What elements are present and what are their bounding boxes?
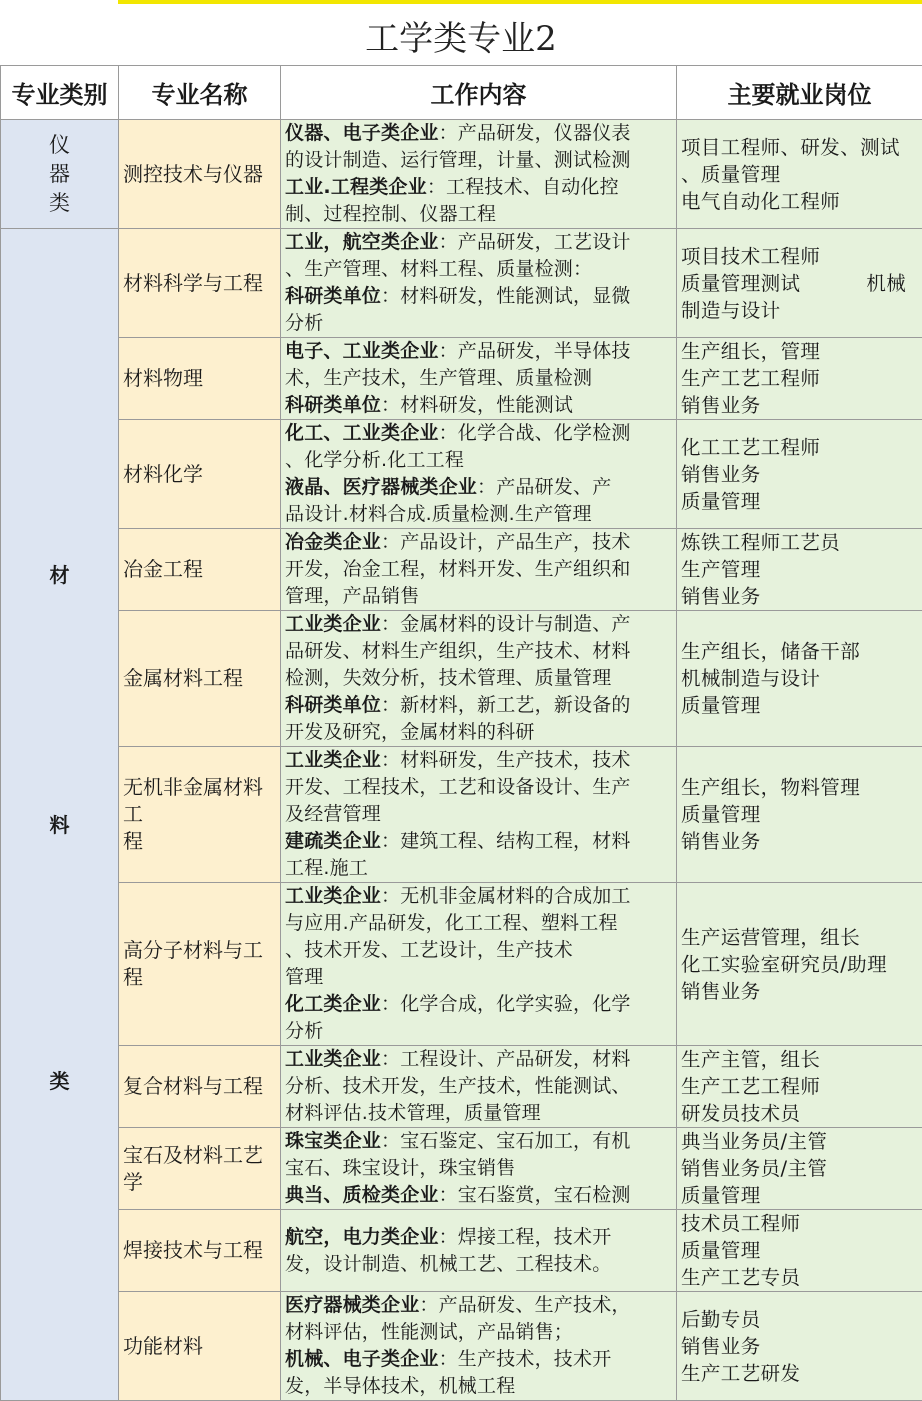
major-name: 金属材料工程 [123,665,276,692]
content-text: ：无机非金属材料的合成加工 [381,885,631,907]
content-line [285,120,672,147]
major-name-cell [119,338,281,420]
content-line [285,556,672,583]
content-text: 发，半导体技术，机械工程 [285,1375,515,1397]
content-text: 品研发、材料生产组织，生产技术、材料 [285,640,631,662]
work-content-cell [281,1292,677,1401]
job-title: 典当业务员/主管 [681,1128,918,1155]
major-name: 材料科学与工程 [123,270,276,297]
employer-type-label: 化工、工业类企业 [285,422,439,444]
employer-type-label: 建疏类企业 [285,830,381,852]
jobs-cell [677,1128,922,1210]
content-line [285,201,672,228]
job-title: 技术员工程师 [681,1210,918,1237]
job-title: 炼铁工程师工艺员 [681,529,918,556]
work-content-cell [281,1128,677,1210]
majors-table [0,65,922,1401]
category-char: 材 [1,559,118,588]
category-char: 器 [1,160,118,189]
job-title: 生产管理 [681,556,918,583]
employer-type-label: 医疗器械类企业 [285,1294,419,1316]
job-title: 项目工程师、研发、测试 [681,134,918,161]
table-row [1,338,922,420]
table-row [1,1292,922,1401]
job-title: 生产工艺工程师 [681,1073,918,1100]
content-line [285,583,672,610]
content-line [285,1182,672,1209]
job-title: 销售业务 [681,461,918,488]
major-name: 无机非金属材料 [123,774,276,801]
job-title: 化工实验室研究员/助理 [681,951,918,978]
job-title: 质量管理 [681,801,918,828]
employer-type-label: 科研类单位 [285,394,381,416]
content-line [285,392,672,419]
content-line [285,338,672,365]
category-char: 类 [1,1065,118,1094]
content-text: ：化学合战、化学检测 [439,422,631,444]
jobs-cell [677,883,922,1046]
job-title: 生产工艺专员 [681,1264,918,1291]
content-text: 及经营管理 [285,803,381,825]
jobs-cell [677,420,922,529]
content-line [285,991,672,1018]
content-text: 材料评估.技术管理，质量管理 [285,1102,541,1124]
content-line [285,1346,672,1373]
major-name-cell [119,747,281,883]
content-line [285,420,672,447]
employer-type-label: 电子、工业类企业 [285,340,439,362]
content-text: ：材料研发，性能测试 [381,394,573,416]
content-line [285,1128,672,1155]
content-text: 管理 [285,966,323,988]
job-title: 质量管理 [681,692,918,719]
content-text: 开发、工程技术，工艺和设备设计、生产 [285,776,631,798]
job-title: 质量管理测试 机械 [681,270,918,297]
content-text: 制、过程控制、仪器工程 [285,203,496,225]
job-title: 销售业务 [681,828,918,855]
content-line [285,1319,672,1346]
content-line [285,665,672,692]
employer-type-label: 典当、质检类企业 [285,1184,439,1206]
major-name-cell [119,611,281,747]
major-name-cell [119,883,281,1046]
content-line [285,692,672,719]
work-content-cell [281,529,677,611]
content-text: 的设计制造、运行管理，计量、测试检测 [285,149,631,171]
table-row [1,529,922,611]
major-name-cell [119,1128,281,1210]
employer-type-label: 工业.工程类企业 [285,176,427,198]
job-title: 后勤专员 [681,1306,918,1333]
major-name: 焊接技术与工程 [123,1237,276,1264]
jobs-cell [677,338,922,420]
category-char: 料 [1,809,118,838]
content-line [285,529,672,556]
content-line [285,883,672,910]
table-row [1,420,922,529]
major-name: 工 [123,801,276,828]
content-text: ：化学合成，化学实验，化学 [381,993,631,1015]
job-title: 生产主管，组长 [681,1046,918,1073]
header-main-jobs: 主要就业岗位 [677,66,922,120]
content-line [285,147,672,174]
job-title: 销售业务员/主管 [681,1155,918,1182]
job-title: 电气自动化工程师 [681,188,918,215]
content-text: ：产品研发、生产技术， [419,1294,630,1316]
content-line [285,1292,672,1319]
content-text: ：宝石鉴赏，宝石检测 [439,1184,631,1206]
content-text: ：产品设计，产品生产，技术 [381,531,631,553]
employer-type-label: 科研类单位 [285,694,381,716]
jobs-cell [677,1210,922,1292]
job-title: 生产组长，管理 [681,338,918,365]
category-cell-materials [1,229,119,1401]
content-line [285,256,672,283]
employer-type-label: 工业类企业 [285,613,381,635]
job-title: 机械制造与设计 [681,665,918,692]
jobs-cell [677,229,922,338]
major-name-cell [119,1210,281,1292]
employer-type-label: 工业类企业 [285,1048,381,1070]
major-name: 冶金工程 [123,556,276,583]
content-line [285,1224,672,1251]
content-text: ：焊接工程，技术开 [439,1226,612,1248]
content-text: 检测，失效分析，技术管理、质量管理 [285,667,611,689]
table-row [1,747,922,883]
job-title: 项目技术工程师 [681,243,918,270]
content-line [285,501,672,528]
jobs-cell [677,747,922,883]
employer-type-label: 液晶、医疗器械类企业 [285,476,477,498]
content-text: 开发及研究，金属材料的科研 [285,721,535,743]
content-line [285,801,672,828]
content-text: ：工程技术、自动化控 [427,176,619,198]
content-line [285,229,672,256]
job-title: 生产组长，储备干部 [681,638,918,665]
employer-type-label: 工业类企业 [285,749,381,771]
work-content-cell [281,1210,677,1292]
content-line [285,1251,672,1278]
page-title: 工学类专业2 [0,4,922,66]
job-title: 生产组长，物料管理 [681,774,918,801]
major-name: 复合材料与工程 [123,1073,276,1100]
employer-type-label: 工业，航空类企业 [285,231,439,253]
content-line [285,1100,672,1127]
content-line [285,283,672,310]
employer-type-label: 珠宝类企业 [285,1130,381,1152]
content-line [285,1073,672,1100]
job-title: 化工工艺工程师 [681,434,918,461]
major-name: 宝石及材料工艺 [123,1142,276,1169]
work-content-cell [281,1046,677,1128]
content-text: 发，设计制造、机械工艺、工程技术。 [285,1253,611,1275]
content-text: ：产品研发、产 [477,476,611,498]
content-line [285,474,672,501]
major-name-cell [119,420,281,529]
major-name: 学 [123,1169,276,1196]
job-title: 生产工艺工程师 [681,365,918,392]
content-text: ：产品研发，半导体技 [439,340,631,362]
content-text: ：生产技术，技术开 [439,1348,612,1370]
content-text: ：建筑工程、结构工程，材料 [381,830,631,852]
job-title: 研发员技术员 [681,1100,918,1127]
table-row [1,120,922,229]
content-line [285,638,672,665]
table-row [1,1210,922,1292]
content-text: ：材料研发，生产技术，技术 [381,749,631,771]
content-text: 管理，产品销售 [285,585,419,607]
content-text: 、生产管理、材料工程、质量检测： [285,258,592,280]
content-text: 开发，冶金工程，材料开发、生产组织和 [285,558,631,580]
job-title: 销售业务 [681,583,918,610]
job-title: 、质量管理 [681,161,918,188]
job-title: 质量管理 [681,1182,918,1209]
content-text: ：宝石鉴定、宝石加工，有机 [381,1130,631,1152]
content-line [285,828,672,855]
content-line [285,964,672,991]
header-major-name: 专业名称 [119,66,281,120]
employer-type-label: 机械、电子类企业 [285,1348,439,1370]
job-title: 销售业务 [681,392,918,419]
employer-type-label: 化工类企业 [285,993,381,1015]
header-work-content: 工作内容 [281,66,677,120]
work-content-cell [281,338,677,420]
major-name-cell [119,229,281,338]
work-content-cell [281,420,677,529]
content-text: 分析 [285,312,323,334]
content-line [285,774,672,801]
content-text: 材料评估，性能测试，产品销售； [285,1321,573,1343]
content-text: 品设计.材料合成.质量检测.生产管理 [285,503,592,525]
job-title: 销售业务 [681,1333,918,1360]
major-name: 程 [123,828,276,855]
content-line [285,910,672,937]
content-line [285,611,672,638]
major-name-cell [119,1046,281,1128]
content-text: ：材料研发，性能测试，显微 [381,285,631,307]
content-line [285,174,672,201]
major-name: 程 [123,964,276,991]
header-category: 专业类别 [1,66,119,120]
table-row [1,611,922,747]
content-text: 宝石、珠宝设计，珠宝销售 [285,1157,515,1179]
content-text: ：新材料，新工艺，新设备的 [381,694,631,716]
major-name-cell [119,120,281,229]
table-row [1,1128,922,1210]
content-line [285,447,672,474]
job-title: 生产工艺研发 [681,1360,918,1387]
table-row [1,1046,922,1128]
jobs-cell [677,1046,922,1128]
jobs-cell [677,529,922,611]
content-text: 分析、技术开发，生产技术，性能测试、 [285,1075,631,1097]
major-name: 材料化学 [123,461,276,488]
major-name-cell [119,529,281,611]
employer-type-label: 科研类单位 [285,285,381,307]
content-line [285,855,672,882]
content-text: 、技术开发、工艺设计，生产技术 [285,939,573,961]
work-content-cell [281,229,677,338]
major-name: 功能材料 [123,1333,276,1360]
content-line [285,365,672,392]
work-content-cell [281,120,677,229]
employer-type-label: 航空，电力类企业 [285,1226,439,1248]
job-title: 生产运营管理，组长 [681,924,918,951]
employer-type-label: 仪器、电子类企业 [285,122,439,144]
jobs-cell [677,1292,922,1401]
job-title: 质量管理 [681,488,918,515]
header-row [1,66,922,120]
content-text: ：产品研发，工艺设计 [439,231,631,253]
job-title: 制造与设计 [681,297,918,324]
table-row [1,883,922,1046]
content-line [285,719,672,746]
content-line [285,1155,672,1182]
category-char: 仪 [1,131,118,160]
job-title: 质量管理 [681,1237,918,1264]
work-content-cell [281,611,677,747]
major-name: 材料物理 [123,365,276,392]
category-cell-instrument [1,120,119,229]
table-row [1,229,922,338]
content-line [285,1018,672,1045]
content-text: 术，生产技术，生产管理、质量检测 [285,367,592,389]
content-text: 与应用.产品研发，化工工程、塑料工程 [285,912,618,934]
content-line [285,1373,672,1400]
content-text: ：工程设计、产品研发，材料 [381,1048,631,1070]
content-line [285,937,672,964]
work-content-cell [281,747,677,883]
work-content-cell [281,883,677,1046]
major-name-cell [119,1292,281,1401]
content-line [285,310,672,337]
jobs-cell [677,120,922,229]
employer-type-label: 工业类企业 [285,885,381,907]
employer-type-label: 冶金类企业 [285,531,381,553]
content-text: ：产品研发，仪器仪表 [439,122,631,144]
job-title: 销售业务 [681,978,918,1005]
content-text: 、化学分析.化工工程 [285,449,464,471]
table-body [1,120,922,1401]
major-name: 测控技术与仪器 [123,161,276,188]
jobs-cell [677,611,922,747]
category-char: 类 [1,189,118,218]
content-text: 分析 [285,1020,323,1042]
content-text: ：金属材料的设计与制造、产 [381,613,631,635]
content-line [285,747,672,774]
content-line [285,1046,672,1073]
content-text: 工程.施工 [285,857,368,879]
major-name: 高分子材料与工 [123,937,276,964]
